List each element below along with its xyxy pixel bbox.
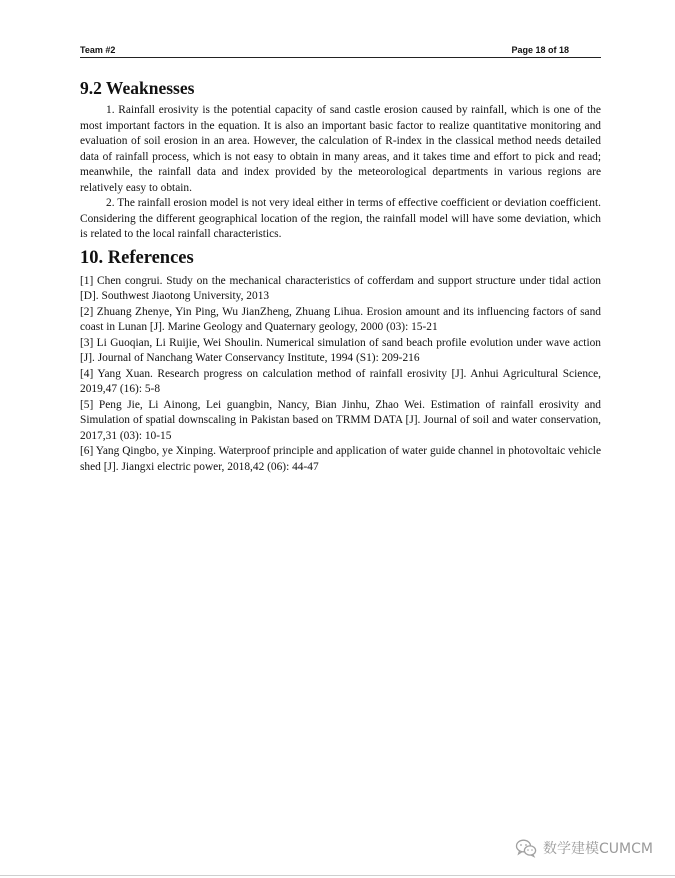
page-content <box>80 76 601 475</box>
reference-item: [3] Li Guoqian, Li Ruijie, Wei Shoulin. Numerical simulation of sand beach profile evolution under wave action [J]. Journal of Nanchang Water Conservancy Institute, 1994 (S1): 209-216 <box>80 336 601 364</box>
team-label: Team #2 <box>80 45 116 55</box>
reference-item: [4] Yang Xuan. Research progress on calculation method of rainfall erosivity [J]. Anhui Agricultural Science, 2019,47 (16): 5-8 <box>80 367 601 395</box>
reference-item: [1] Chen congrui. Study on the mechanical characteristics of cofferdam and support structure under tidal action [D]. Southwest Jiaotong University, 2013 <box>80 274 601 302</box>
reference-item: [6] Yang Qingbo, ye Xinping. Waterproof principle and application of water guide channel in photovoltaic vehicle shed [J]. Jiangxi electric power, 2018,42 (06): 44-47 <box>80 445 601 473</box>
page-header <box>80 44 601 58</box>
watermark <box>515 838 653 858</box>
weaknesses-heading: 9.2 Weaknesses <box>80 78 195 98</box>
bottom-divider <box>0 875 675 876</box>
page-number: Page 18 of 18 <box>511 45 569 55</box>
wechat-icon <box>515 838 537 858</box>
weakness-paragraph-2: 2. The rainfall erosion model is not very ideal either in terms of effective coefficient or deviation coefficient. Considering the different geographical location of the region, the rainfall model will have some deviation, which is related to the local rainfall characteristics. <box>80 197 601 240</box>
reference-item: [2] Zhuang Zhenye, Yin Ping, Wu JianZheng, Zhuang Lihua. Erosion amount and its influencing factors of sand coast in Lunan [J]. Marine Geology and Quaternary geology, 2000 (03): 15-21 <box>80 305 601 333</box>
watermark-text: 数学建模CUMCM <box>543 841 653 857</box>
references-list <box>80 274 601 476</box>
reference-item: [5] Peng Jie, Li Ainong, Lei guangbin, Nancy, Bian Jinhu, Zhao Wei. Estimation of rainfall erosivity and Simulation of spatial downscaling in Pakistan based on TRMM DATA [J]. Journal of soil and water conservation, 2017,31 (03): 10-15 <box>80 398 601 442</box>
weakness-paragraph-1: 1. Rainfall erosivity is the potential capacity of sand castle erosion caused by rainfall, which is one of the most important factors in the equation. It is also an important basic factor to realize quantitative monitoring and evaluation of soil erosion in an area. However, the calculation of R-index in the classical method needs detailed data of rainfall process, which is not easy to obtain in many areas, and it takes time and effort to pick and read; meanwhile, the rainfall data and index provided by the meteorological departments in various regions are relatively easy to obtain. <box>80 104 601 194</box>
references-heading: 10. References <box>80 247 194 268</box>
